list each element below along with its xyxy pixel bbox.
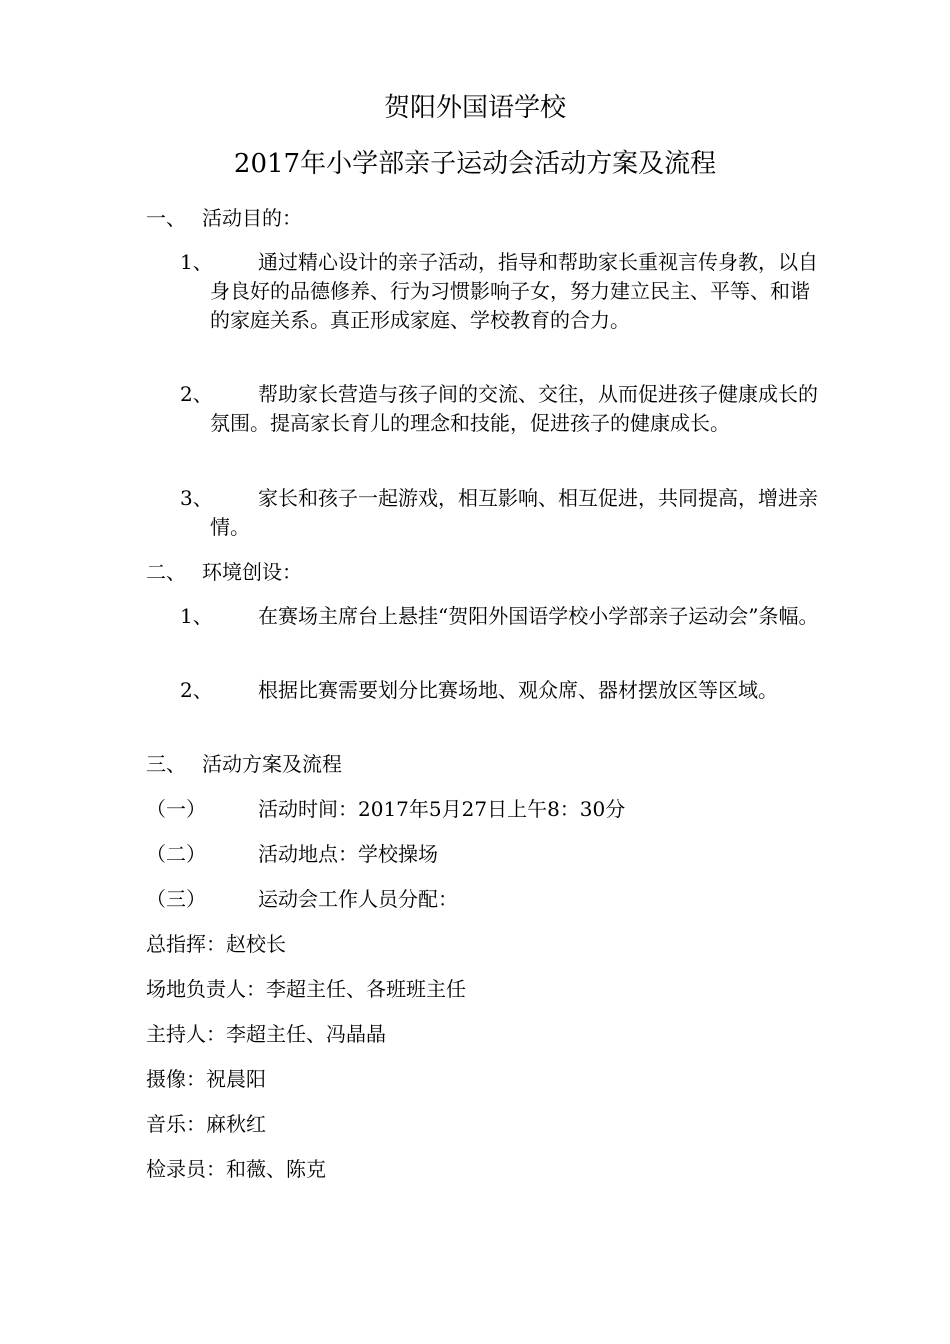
item-number: 2、 [180, 678, 213, 702]
sub-item-text: 运动会工作人员分配： [258, 887, 458, 911]
staff-line: 摄像：祝晨阳 [146, 1067, 266, 1091]
section-number: 一、 [146, 206, 186, 230]
item-number: 1、 [180, 604, 213, 628]
staff-line: 检录员：和薇、陈克 [146, 1157, 326, 1181]
item-text: 根据比赛需要划分比赛场地、观众席、器材摆放区等区域。 [258, 678, 778, 702]
section-heading-2 [146, 558, 302, 586]
item-text: 在赛场主席台上悬挂“贺阳外国语学校小学部亲子运动会”条幅。 [258, 604, 819, 628]
section-number: 三、 [146, 752, 186, 776]
document-subtitle: 2017年小学部亲子运动会活动方案及流程 [233, 149, 717, 179]
section-heading-1 [146, 204, 302, 232]
sub-item-text: 活动时间：2017年5月27日上午8：30分 [258, 797, 626, 821]
staff-line: 场地负责人：李超主任、各班班主任 [146, 977, 466, 1001]
section-heading-3 [146, 750, 342, 778]
item-number: 3、 [180, 486, 213, 510]
sub-item-number: （三） [146, 887, 206, 911]
sub-item [146, 795, 625, 823]
item-text: 通过精心设计的亲子活动，指导和帮助家长重视言传身教，以自身良好的品德修养、行为习惯影响子女，努力建立民主、平等、和谐的家庭关系。真正形成家庭、学校教育的合力。 [210, 250, 818, 332]
list-item [180, 676, 820, 705]
item-number: 1、 [180, 250, 213, 274]
sub-item [146, 885, 458, 913]
item-text: 帮助家长营造与孩子间的交流、交往，从而促进孩子健康成长的氛围。提高家长育儿的理念和技能，促进孩子的健康成长。 [210, 382, 818, 435]
document-title: 贺阳外国语学校 [383, 93, 566, 123]
section-title: 活动目的： [202, 206, 302, 230]
staff-line: 主持人：李超主任、冯晶晶 [146, 1022, 386, 1046]
list-item [180, 248, 820, 335]
sub-item [146, 840, 438, 868]
section-title: 环境创设： [202, 560, 302, 584]
list-item [180, 602, 820, 631]
staff-line: 总指挥：赵校长 [146, 932, 286, 956]
item-text: 家长和孩子一起游戏，相互影响、相互促进，共同提高，增进亲情。 [210, 486, 818, 539]
list-item [180, 484, 820, 542]
sub-item-text: 活动地点：学校操场 [258, 842, 438, 866]
section-title: 活动方案及流程 [202, 752, 342, 776]
sub-item-number: （二） [146, 842, 206, 866]
staff-line: 音乐：麻秋红 [146, 1112, 266, 1136]
item-number: 2、 [180, 382, 213, 406]
list-item [180, 380, 820, 438]
section-number: 二、 [146, 560, 186, 584]
sub-item-number: （一） [146, 797, 206, 821]
